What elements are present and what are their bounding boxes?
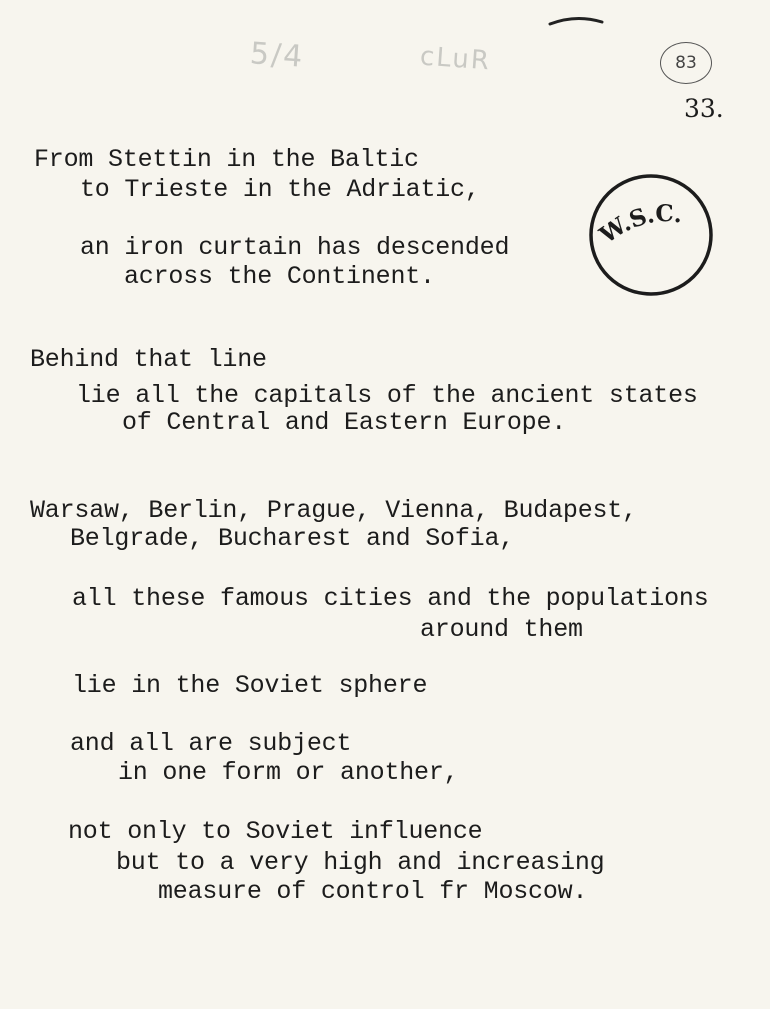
text-line: an iron curtain has descended [80,233,510,262]
text-line: but to a very high and increasing [116,848,605,877]
text-line: in one form or another, [118,758,459,787]
pencil-annotation-2: cLuR [419,41,492,77]
text-line: across the Continent. [124,262,435,291]
text-line: From Stettin in the Baltic [34,145,419,174]
folio-number: 83 [660,42,712,84]
text-line: measure of control fr Moscow. [158,877,588,906]
text-line: all these famous cities and the populations [72,584,709,613]
pencil-annotation-1: 5/4 [248,36,306,75]
stamp-text: W.S.C. [595,200,685,250]
text-line: around them [420,615,583,644]
text-line: and all are subject [70,729,352,758]
wsc-stamp [588,173,714,297]
text-line: of Central and Eastern Europe. [122,408,567,437]
page-number: 33. [684,94,724,123]
ink-mark [548,14,604,28]
text-line: to Trieste in the Adriatic, [80,175,480,204]
text-line: lie in the Soviet sphere [72,671,428,700]
text-line: Warsaw, Berlin, Prague, Vienna, Budapest, [30,496,637,525]
text-line: not only to Soviet influence [68,817,483,846]
text-line: Belgrade, Bucharest and Sofia, [70,524,515,553]
text-line: lie all the capitals of the ancient states [76,381,698,410]
text-line: Behind that line [30,345,267,374]
